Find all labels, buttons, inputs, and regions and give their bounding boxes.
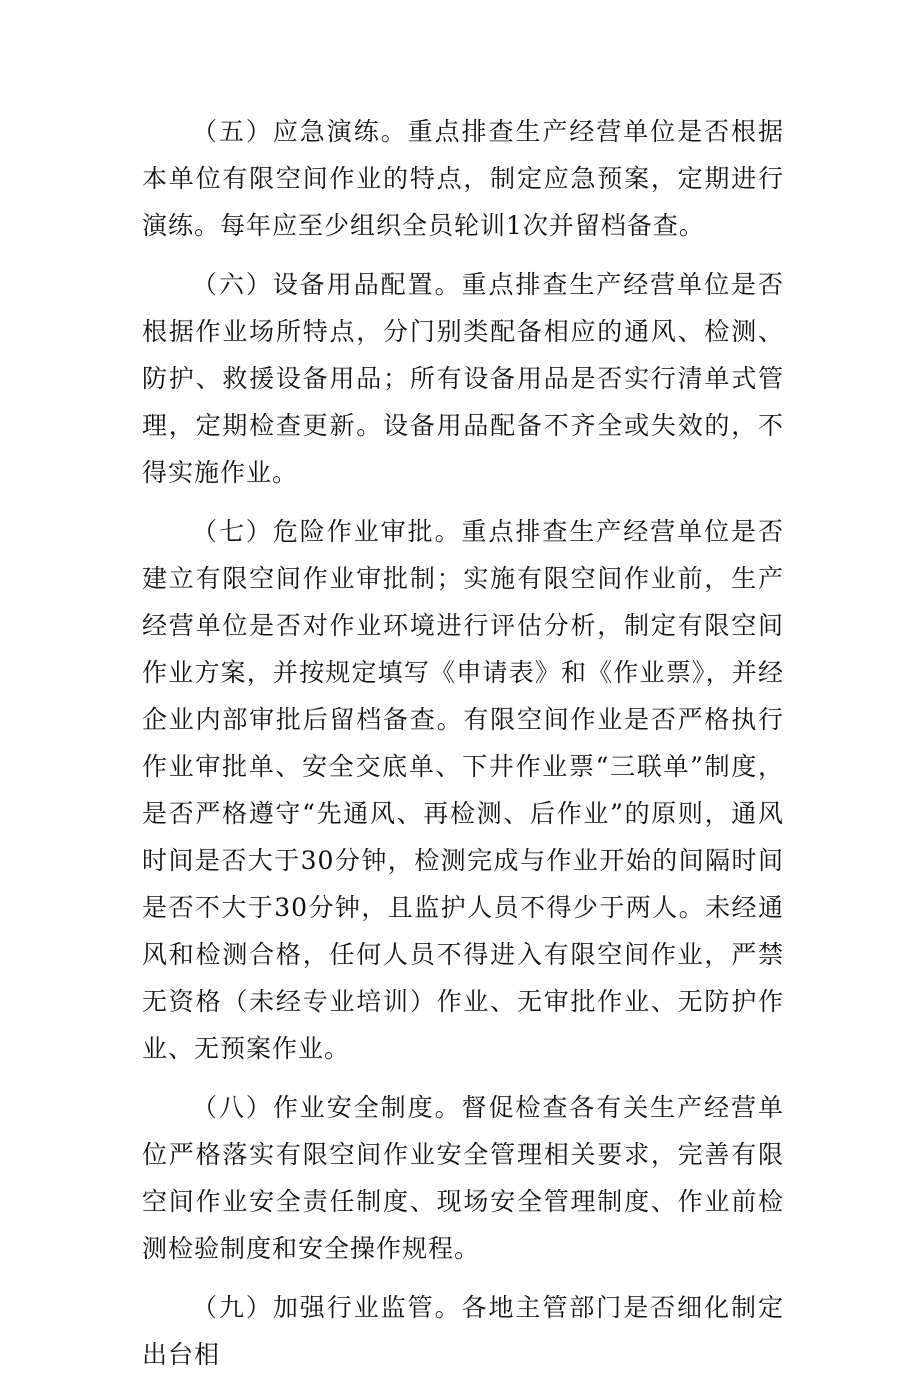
paragraph-equipment-configuration: （六）设备用品配置。重点排查生产经营单位是否根据作业场所特点，分门别类配备相应的通风、检测、防护、救援设备用品；所有设备用品是否实行清单式管理，定期检查更新。设备用品配备不齐全或失效的，不得实施作业。 — [142, 270, 784, 487]
paragraph-hazardous-work-approval: （七）危险作业审批。重点排查生产经营单位是否建立有限空间作业审批制；实施有限空间作业前，生产经营单位是否对作业环境进行评估分析，制定有限空间作业方案，并按规定填写《申请表》和《作业票》，并经企业内部审批后留档备查。有限空间作业是否严格执行作业审批单、安全交底单、下井作业票“三联单”制度，是否严格遵守“先通风、再检测、后作业”的原则，通风时间是否大于30分钟，检测完成与作业开始的间隔时间是否不大于30分钟，且监护人员不得少于两人。未经通风和检测合格，任何人员不得进入有限空间作业，严禁无资格（未经专业培训）作业、无审批作业、无防护作业、无预案作业。 — [142, 517, 784, 1063]
paragraph-work-safety-system: （八）作业安全制度。督促检查各有关生产经营单位严格落实有限空间作业安全管理相关要求，完善有限空间作业安全责任制度、现场安全管理制度、作业前检测检验制度和安全操作规程。 — [142, 1093, 784, 1263]
document-body — [142, 108, 784, 1390]
paragraph-emergency-drill: （五）应急演练。重点排查生产经营单位是否根据本单位有限空间作业的特点，制定应急预案，定期进行演练。每年应至少组织全员轮训1次并留档备查。 — [142, 117, 784, 240]
paragraph-industry-supervision: （九）加强行业监管。各地主管部门是否细化制定出台相 — [142, 1293, 784, 1369]
